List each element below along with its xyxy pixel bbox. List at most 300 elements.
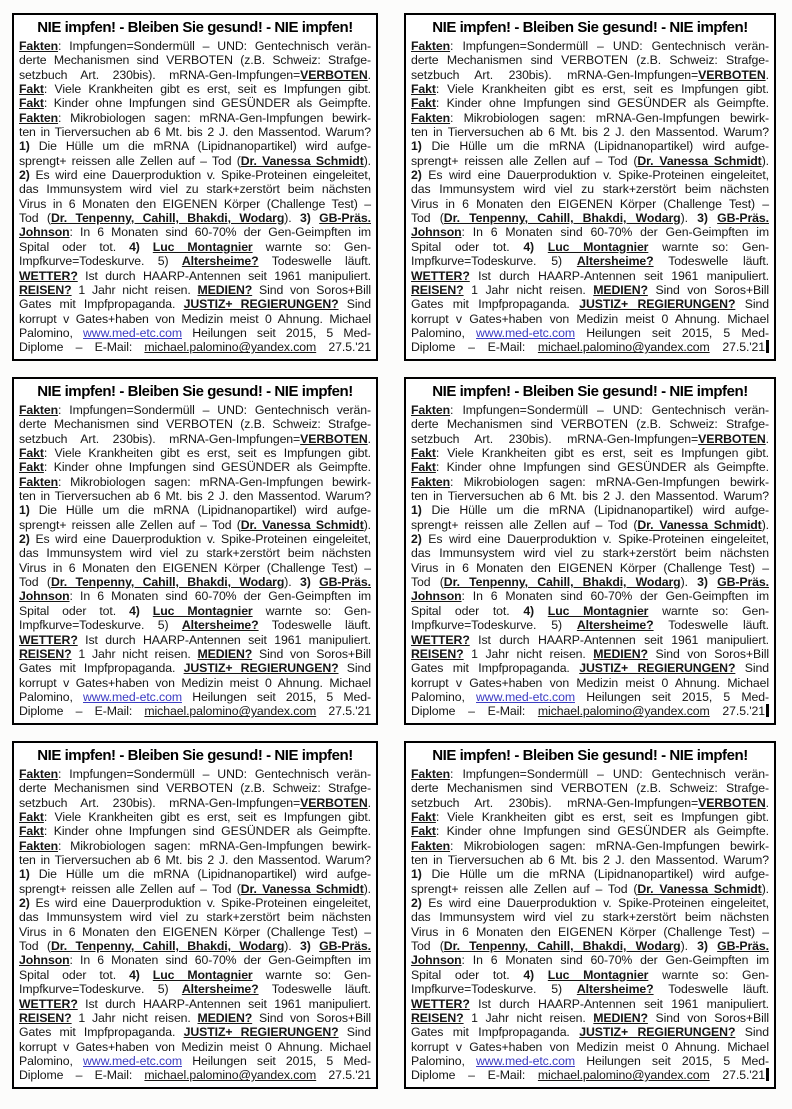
website-link[interactable]: www.med-etc.com <box>83 325 182 340</box>
flyer-text-line <box>411 618 769 632</box>
text-segment <box>140 240 153 254</box>
text-segment: Luc Montagnier <box>547 603 649 618</box>
flyer-text-line <box>411 690 769 704</box>
flyer-body <box>411 767 769 1083</box>
text-segment: 1) <box>19 503 30 518</box>
flyer-text-line <box>411 96 769 110</box>
flyer-text-line <box>19 283 371 297</box>
text-segment: Johnson <box>19 589 70 604</box>
text-segment: Fakt <box>411 810 436 825</box>
flyer-title: NIE impfen! - Bleiben Sie gesund! - NIE impfen! <box>37 383 353 400</box>
text-segment: Dr. Tenpenny, Cahill, Bhakdi, Wodarg <box>50 211 285 226</box>
text-segment: ). <box>363 517 371 532</box>
flyer-text-line <box>19 633 371 647</box>
text-segment: Johnson <box>411 225 462 240</box>
text-segment: Fakten <box>411 767 451 781</box>
flyer-text-line <box>19 953 371 967</box>
text-cursor-bar <box>766 1068 769 1081</box>
text-segment: Diplome – E-Mail: <box>411 704 538 719</box>
text-segment: Diplome – E-Mail: <box>19 1068 145 1083</box>
text-segment: 1) <box>19 139 30 154</box>
text-segment: Gates mit Impfpropaganda. <box>411 297 580 312</box>
email-link[interactable]: michael.palomino@yandex.com <box>537 1068 710 1083</box>
flyer-text-line <box>411 561 769 575</box>
text-segment: ). <box>761 881 769 896</box>
text-segment: Fakten <box>19 110 59 125</box>
flyer-text-line <box>411 867 769 881</box>
text-segment: JUSTIZ+ REGIERUNGEN? <box>183 661 339 676</box>
text-segment: Ist durch HAARP-Antennen seit 1961 manipuliert. <box>469 268 769 283</box>
flyer-text-line <box>411 475 769 489</box>
text-segment: REISEN? <box>19 646 72 661</box>
flyer-text-line <box>411 781 769 795</box>
text-segment: 4) <box>129 967 140 982</box>
flyer-text-line <box>19 96 371 110</box>
flyer-text-line <box>411 546 769 560</box>
text-segment: Dr. Vanessa Schmidt <box>637 881 762 896</box>
text-segment: MEDIEN? <box>593 646 648 661</box>
text-segment: Spital oder tot. <box>411 967 524 982</box>
text-segment: Sind von Soros+Bill <box>252 1010 371 1025</box>
text-segment: MEDIEN? <box>197 1010 253 1025</box>
flyer-text-line <box>19 546 371 560</box>
flyer-text-line <box>411 225 769 239</box>
email-link[interactable]: michael.palomino@yandex.com <box>144 1068 317 1083</box>
text-segment: 1 Jahr nicht reisen. <box>463 1010 594 1025</box>
text-segment: Impfkurve=Todeskurve. 5) <box>19 982 182 997</box>
flyer-text-line <box>411 1025 769 1039</box>
text-segment: Fakt <box>19 96 44 111</box>
text-segment: Sind von Soros+Bill <box>252 282 371 297</box>
text-segment: Fakt <box>19 82 44 97</box>
text-segment: Luc Montagnier <box>152 967 253 982</box>
text-segment: Tod ( <box>411 939 444 954</box>
text-segment: Tod ( <box>411 211 444 226</box>
flyer-text-line <box>19 618 371 632</box>
text-segment: Dr. Vanessa Schmidt <box>637 153 762 168</box>
text-segment: . <box>765 431 769 446</box>
text-segment: Altersheime? <box>181 982 259 997</box>
text-segment: ten in Tierversuchen ab 6 Mt. bis 2 J. den Massentod. Warum? <box>411 853 769 868</box>
flyer-text-line <box>19 460 371 474</box>
text-segment: korrupt v Gates+haben von Medizin meist 0 Ahnung. Michael <box>411 311 769 326</box>
text-segment: warnte so: Gen- <box>252 967 371 982</box>
text-segment: Altersheime? <box>181 618 259 633</box>
text-segment: setzbuch Art. 230bis). mRNA-Gen-Impfungen= <box>19 795 301 810</box>
text-segment: ten in Tierversuchen ab 6 Mt. bis 2 J. den Massentod. Warum? <box>411 489 769 504</box>
text-segment: ). <box>284 575 301 590</box>
flyer-text-line <box>411 340 769 354</box>
flyer-text-line <box>19 197 371 211</box>
text-segment: Spital oder tot. <box>19 603 130 618</box>
flyer-text-line <box>19 896 371 910</box>
text-segment: : Mikrobiologen sagen: mRNA-Gen-Impfungen bewirk- <box>58 838 371 853</box>
flyer-text-line <box>411 853 769 867</box>
flyer-text-line <box>411 997 769 1011</box>
text-segment: Johnson <box>19 225 70 240</box>
flyer-text-line <box>411 139 769 153</box>
text-segment: Fakt <box>19 810 44 825</box>
text-segment: Fakten <box>411 110 451 125</box>
email-link[interactable]: michael.palomino@yandex.com <box>537 340 710 355</box>
text-segment: GB-Präs. <box>319 575 371 590</box>
text-segment: : Kinder ohne Impfungen sind GESÜNDER als Geimpfte. <box>435 460 769 475</box>
flyer-text-line <box>19 518 371 532</box>
text-segment: Heilungen seit 2015, 5 Med- <box>181 325 371 340</box>
flyer-text-line <box>19 68 371 82</box>
flyer-grid <box>12 13 776 1089</box>
text-segment: JUSTIZ+ REGIERUNGEN? <box>579 1025 736 1040</box>
text-segment: . <box>765 67 769 82</box>
flyer-text-line <box>411 1011 769 1025</box>
text-segment <box>311 575 319 589</box>
flyer-text-line <box>19 767 371 781</box>
text-segment: 3) <box>697 211 708 226</box>
text-segment: Diplome – E-Mail: <box>411 340 538 355</box>
text-segment: Gates mit Impfpropaganda. <box>411 661 580 676</box>
text-cursor-bar <box>766 704 769 717</box>
website-link[interactable]: www.med-etc.com <box>83 1053 182 1068</box>
text-segment: das Immunsystem wird viel zu stark+zerstört beim nächsten <box>19 546 371 561</box>
text-segment: korrupt v Gates+haben von Medizin meist 0 Ahnung. Michael <box>19 675 371 690</box>
website-link[interactable]: www.med-etc.com <box>476 325 575 340</box>
flyer-text-line <box>19 604 371 618</box>
text-segment: derte Mechanismen sind VERBOTEN (z.B. Schweiz: Strafge- <box>19 781 371 796</box>
text-segment: Dr. Vanessa Schmidt <box>240 517 364 532</box>
flyer-text-line <box>411 839 769 853</box>
flyer-text-line <box>411 283 769 297</box>
text-segment: Fakt <box>411 96 436 111</box>
text-segment: : In 6 Monaten sind 60-70% der Gen-Geimpften im <box>461 225 769 240</box>
text-segment: Heilungen seit 2015, 5 Med- <box>181 1053 371 1068</box>
text-segment: : In 6 Monaten sind 60-70% der Gen-Geimpften im <box>461 953 769 968</box>
flyer-text-line <box>19 589 371 603</box>
text-segment: ). <box>680 575 698 590</box>
text-segment: . <box>367 431 371 446</box>
text-segment: Sind <box>735 297 770 312</box>
text-segment: Fakten <box>411 838 451 853</box>
text-segment: 1) <box>411 503 422 518</box>
text-segment: GB-Präs. <box>717 939 769 954</box>
text-segment: Todeswelle läuft. <box>258 618 372 633</box>
text-segment: Palomino, <box>19 689 84 704</box>
flyer-text-line <box>411 489 769 503</box>
text-segment: 1 Jahr nicht reisen. <box>463 646 594 661</box>
flyer-text-line <box>19 882 371 896</box>
text-segment: Fakten <box>19 767 59 781</box>
text-segment: GB-Präs. <box>717 211 769 226</box>
text-segment: Palomino, <box>19 325 84 340</box>
flyer-text-line <box>411 197 769 211</box>
text-segment: korrupt v Gates+haben von Medizin meist 0 Ahnung. Michael <box>411 1039 769 1054</box>
text-segment: : Mikrobiologen sagen: mRNA-Gen-Impfungen bewirk- <box>450 110 769 125</box>
text-segment: : Viele Krankheiten gibt es erst, seit es Impfungen gibt. <box>43 82 371 97</box>
text-segment: 2) <box>411 168 422 183</box>
flyer-text-line <box>19 867 371 881</box>
text-segment: ). <box>363 153 371 168</box>
text-segment: Fakt <box>411 824 436 839</box>
text-segment: Heilungen seit 2015, 5 Med- <box>574 325 769 340</box>
text-segment: : Mikrobiologen sagen: mRNA-Gen-Impfungen bewirk- <box>58 474 371 489</box>
flyer-text-line <box>411 910 769 924</box>
flyer-text-line <box>19 139 371 153</box>
text-segment <box>311 939 319 953</box>
text-segment: ). <box>284 939 301 954</box>
flyer-title: NIE impfen! - Bleiben Sie gesund! - NIE impfen! <box>37 19 353 36</box>
text-segment: 1) <box>19 867 30 882</box>
text-segment: 27.5.'21 <box>316 340 371 355</box>
text-segment: MEDIEN? <box>593 1010 648 1025</box>
text-segment: WETTER? <box>411 632 470 647</box>
text-segment: GB-Präs. <box>319 939 371 954</box>
email-link[interactable]: michael.palomino@yandex.com <box>144 704 317 719</box>
text-segment: Ist durch HAARP-Antennen seit 1961 manipuliert. <box>469 996 769 1011</box>
text-segment: Palomino, <box>19 1053 84 1068</box>
text-segment: Fakt <box>411 460 436 475</box>
flyer-text-line <box>411 882 769 896</box>
website-link[interactable]: www.med-etc.com <box>476 689 575 704</box>
text-segment: : Impfungen=Sondermüll – UND: Gentechnisch verän- <box>450 403 769 417</box>
flyer-text-line <box>19 532 371 546</box>
flyer-text-line <box>19 1054 371 1068</box>
text-segment: Es wird eine Dauerproduktion v. Spike-Proteinen eingeleitet, <box>421 896 769 911</box>
text-segment: Es wird eine Dauerproduktion v. Spike-Proteinen eingeleitet, <box>29 168 371 183</box>
flyer-text-line <box>19 269 371 283</box>
text-segment: REISEN? <box>411 1010 464 1025</box>
text-segment: Heilungen seit 2015, 5 Med- <box>181 689 371 704</box>
text-segment: 2) <box>19 168 30 183</box>
text-cursor-bar <box>766 340 769 353</box>
text-segment: Ist durch HAARP-Antennen seit 1961 manipuliert. <box>77 996 371 1011</box>
text-segment: Dr. Tenpenny, Cahill, Bhakdi, Wodarg <box>443 939 681 954</box>
flyer-text-line <box>19 403 371 417</box>
text-segment: Dr. Tenpenny, Cahill, Bhakdi, Wodarg <box>50 939 285 954</box>
text-segment: das Immunsystem wird viel zu stark+zerstört beim nächsten <box>411 910 769 925</box>
flyer-text-line <box>411 604 769 618</box>
text-segment: Fakt <box>19 460 44 475</box>
flyer-text-line <box>411 661 769 675</box>
text-segment: JUSTIZ+ REGIERUNGEN? <box>183 1025 339 1040</box>
text-segment <box>311 211 319 225</box>
text-segment: 1 Jahr nicht reisen. <box>71 282 198 297</box>
flyer-text-line <box>19 853 371 867</box>
text-segment: Die Hülle um die mRNA (Lipidnanopartikel) wird aufge- <box>29 503 371 518</box>
text-segment: Sind <box>338 661 371 676</box>
website-link[interactable]: www.med-etc.com <box>476 1053 575 1068</box>
text-segment: derte Mechanismen sind VERBOTEN (z.B. Schweiz: Strafge- <box>19 53 371 68</box>
text-segment: Sind <box>338 1025 371 1040</box>
flyer-text-line <box>19 647 371 661</box>
text-segment: ). <box>680 211 698 226</box>
text-segment: Dr. Vanessa Schmidt <box>240 881 364 896</box>
flyer-text-line <box>411 676 769 690</box>
text-segment: MEDIEN? <box>593 282 648 297</box>
flyer-text-line <box>19 417 371 431</box>
flyer-text-line <box>411 1068 769 1082</box>
text-segment: 1 Jahr nicht reisen. <box>71 646 198 661</box>
flyer-block-middle-left <box>12 377 378 725</box>
text-segment: REISEN? <box>19 1010 72 1025</box>
text-segment: Sind <box>735 1025 770 1040</box>
flyer-text-line <box>411 240 769 254</box>
text-segment: 2) <box>411 532 422 547</box>
email-link[interactable]: michael.palomino@yandex.com <box>537 704 710 719</box>
text-segment: Impfkurve=Todeskurve. 5) <box>19 618 182 633</box>
flyer-text-line <box>411 896 769 910</box>
flyer-text-line <box>19 326 371 340</box>
flyer-text-line <box>19 690 371 704</box>
flyer-text-line <box>411 446 769 460</box>
text-segment: 4) <box>129 603 140 618</box>
text-segment: Die Hülle um die mRNA (Lipidnanopartikel) wird aufge- <box>421 867 769 882</box>
flyer-title: NIE impfen! - Bleiben Sie gesund! - NIE impfen! <box>432 747 748 764</box>
text-segment: Todeswelle läuft. <box>653 254 770 269</box>
text-segment: 2) <box>411 896 422 911</box>
text-segment: Luc Montagnier <box>547 967 649 982</box>
flyer-text-line <box>19 125 371 139</box>
text-segment: Johnson <box>411 953 462 968</box>
text-segment: ten in Tierversuchen ab 6 Mt. bis 2 J. den Massentod. Warum? <box>411 125 769 140</box>
text-segment: Spital oder tot. <box>19 967 130 982</box>
flyer-text-line <box>19 781 371 795</box>
text-segment: : In 6 Monaten sind 60-70% der Gen-Geimpften im <box>69 589 371 604</box>
flyer-text-line <box>19 39 371 53</box>
flyer-text-line <box>19 824 371 838</box>
flyer-text-line <box>411 982 769 996</box>
text-segment <box>708 211 717 225</box>
text-segment: Sind <box>735 661 770 676</box>
flyer-text-line <box>411 403 769 417</box>
flyer-text-line <box>19 312 371 326</box>
flyer-text-line <box>411 168 769 182</box>
text-segment: Fakten <box>19 474 59 489</box>
text-segment: sprengt+ reissen alle Zellen auf – Tod ( <box>411 517 638 532</box>
text-segment: 1 Jahr nicht reisen. <box>463 282 594 297</box>
text-segment: Spital oder tot. <box>411 603 524 618</box>
text-segment: Sind von Soros+Bill <box>252 646 371 661</box>
flyer-text-line <box>411 125 769 139</box>
text-segment: Ist durch HAARP-Antennen seit 1961 manipuliert. <box>469 632 769 647</box>
flyer-body <box>19 39 371 355</box>
flyer-body <box>19 767 371 1083</box>
text-segment: 3) <box>300 939 311 954</box>
flyer-text-line <box>411 532 769 546</box>
text-segment: Fakt <box>411 82 436 97</box>
text-segment: Johnson <box>411 589 462 604</box>
flyer-text-line <box>19 182 371 196</box>
text-segment: Fakten <box>19 838 59 853</box>
text-segment: Tod ( <box>19 575 51 590</box>
flyer-text-line <box>19 561 371 575</box>
text-segment: Fakten <box>411 403 451 417</box>
text-segment: : Kinder ohne Impfungen sind GESÜNDER als Geimpfte. <box>43 96 371 111</box>
text-segment: WETTER? <box>19 268 78 283</box>
text-segment: warnte so: Gen- <box>252 603 371 618</box>
text-segment: Fakt <box>19 824 44 839</box>
text-segment: Tod ( <box>19 939 51 954</box>
text-segment: Ist durch HAARP-Antennen seit 1961 manipuliert. <box>77 632 371 647</box>
flyer-text-line <box>19 340 371 354</box>
flyer-text-line <box>19 839 371 853</box>
text-segment: Palomino, <box>411 1053 477 1068</box>
flyer-text-line <box>19 1040 371 1054</box>
flyer-text-line <box>411 211 769 225</box>
flyer-text-line <box>19 475 371 489</box>
flyer-text-line <box>19 211 371 225</box>
text-segment: Ist durch HAARP-Antennen seit 1961 manipuliert. <box>77 268 371 283</box>
text-segment: Spital oder tot. <box>19 239 130 254</box>
text-segment: : Kinder ohne Impfungen sind GESÜNDER als Geimpfte. <box>43 460 371 475</box>
flyer-text-line <box>19 661 371 675</box>
text-segment: Dr. Tenpenny, Cahill, Bhakdi, Wodarg <box>50 575 285 590</box>
text-segment: : Impfungen=Sondermüll – UND: Gentechnisch verän- <box>58 403 371 417</box>
text-segment: Virus in 6 Monaten den EIGENEN Körper (Challenge Test) – <box>19 924 371 939</box>
flyer-text-line <box>411 518 769 532</box>
text-segment: Virus in 6 Monaten den EIGENEN Körper (Challenge Test) – <box>411 560 769 575</box>
text-segment <box>708 575 717 589</box>
text-segment: REISEN? <box>411 282 464 297</box>
flyer-text-line <box>19 432 371 446</box>
text-segment: 3) <box>300 211 311 226</box>
text-segment: ten in Tierversuchen ab 6 Mt. bis 2 J. den Massentod. Warum? <box>19 125 371 140</box>
text-segment: ten in Tierversuchen ab 6 Mt. bis 2 J. den Massentod. Warum? <box>19 853 371 868</box>
text-segment: : Kinder ohne Impfungen sind GESÜNDER als Geimpfte. <box>43 824 371 839</box>
text-segment: 1) <box>411 867 422 882</box>
flyer-text-line <box>411 503 769 517</box>
text-segment: 4) <box>523 239 535 254</box>
email-link[interactable]: michael.palomino@yandex.com <box>144 340 317 355</box>
flyer-block-bottom-left <box>12 741 378 1089</box>
text-segment: warnte so: Gen- <box>648 239 769 254</box>
text-segment: Diplome – E-Mail: <box>19 704 145 719</box>
text-segment: ten in Tierversuchen ab 6 Mt. bis 2 J. den Massentod. Warum? <box>19 489 371 504</box>
text-segment: : Kinder ohne Impfungen sind GESÜNDER als Geimpfte. <box>435 96 769 111</box>
text-segment: Todeswelle läuft. <box>258 254 372 269</box>
text-segment: Johnson <box>19 953 70 968</box>
text-segment: Luc Montagnier <box>152 603 253 618</box>
website-link[interactable]: www.med-etc.com <box>83 689 182 704</box>
text-segment: VERBOTEN <box>300 795 368 810</box>
flyer-text-line <box>19 297 371 311</box>
flyer-text-line <box>411 269 769 283</box>
text-segment: Diplome – E-Mail: <box>19 340 145 355</box>
text-segment: ). <box>284 211 301 226</box>
text-segment: Palomino, <box>411 689 477 704</box>
flyer-title: NIE impfen! - Bleiben Sie gesund! - NIE impfen! <box>37 747 353 764</box>
text-segment: 4) <box>129 239 140 254</box>
flyer-block-top-right <box>404 13 776 361</box>
flyer-text-line <box>19 1011 371 1025</box>
text-segment: Dr. Vanessa Schmidt <box>637 517 762 532</box>
flyer-text-line <box>411 767 769 781</box>
text-segment: Fakt <box>411 446 436 461</box>
text-segment: Virus in 6 Monaten den EIGENEN Körper (Challenge Test) – <box>19 196 371 211</box>
flyer-title: NIE impfen! - Bleiben Sie gesund! - NIE impfen! <box>432 383 748 400</box>
flyer-text-line <box>19 1068 371 1082</box>
text-segment: . <box>367 67 371 82</box>
flyer-text-line <box>411 432 769 446</box>
text-segment: setzbuch Art. 230bis). mRNA-Gen-Impfungen= <box>411 795 699 810</box>
flyer-text-line <box>411 810 769 824</box>
flyer-text-line <box>411 111 769 125</box>
text-segment: das Immunsystem wird viel zu stark+zerstört beim nächsten <box>411 182 769 197</box>
flyer-text-line <box>19 168 371 182</box>
text-segment: Tod ( <box>411 575 444 590</box>
text-segment: Es wird eine Dauerproduktion v. Spike-Proteinen eingeleitet, <box>29 896 371 911</box>
text-segment: Sind von Soros+Bill <box>647 1010 769 1025</box>
text-segment: 3) <box>300 575 311 590</box>
text-segment: WETTER? <box>411 268 470 283</box>
